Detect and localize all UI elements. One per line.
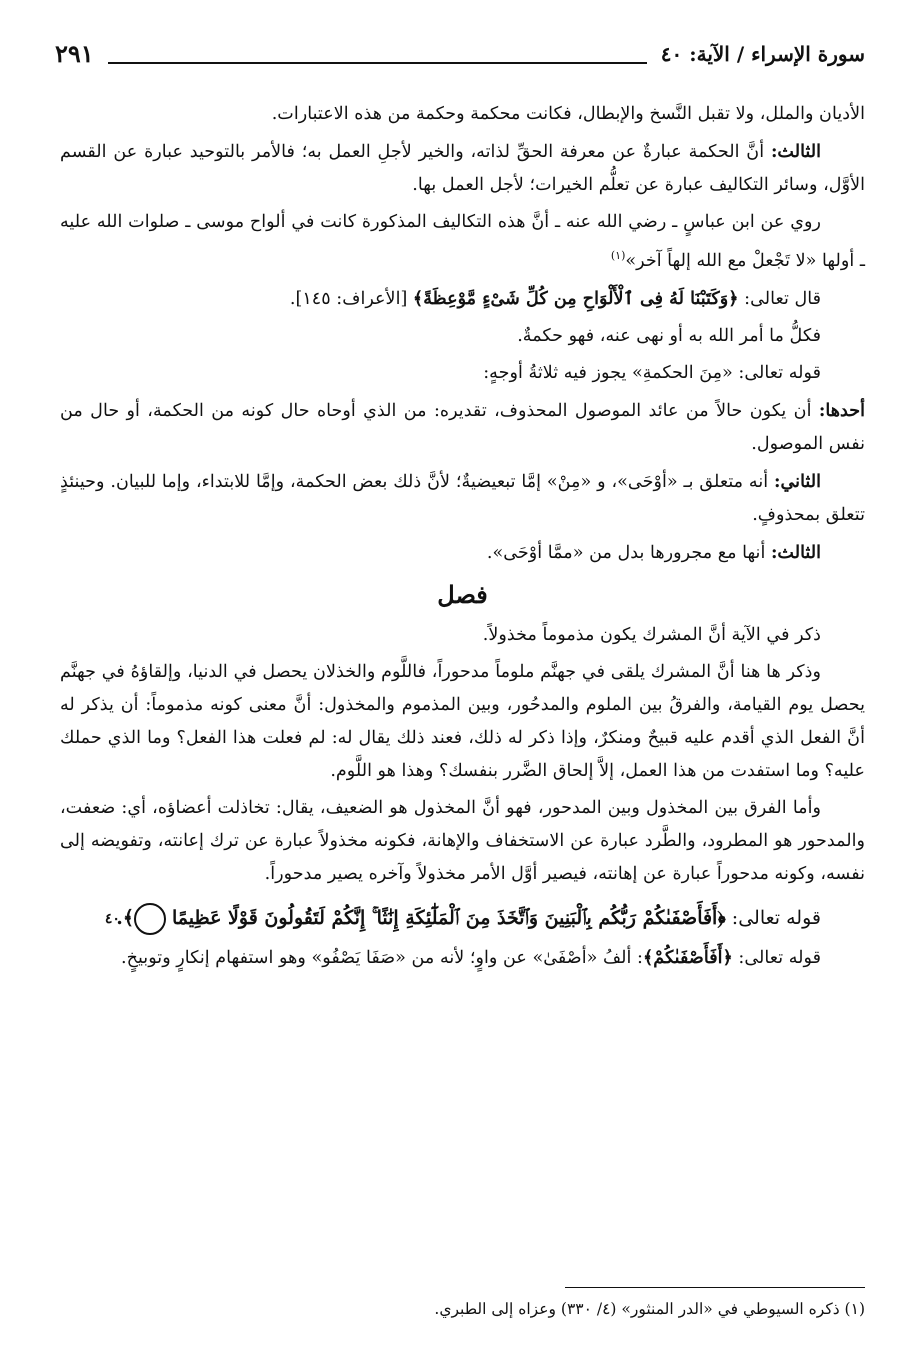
verse-paragraph [60,899,865,937]
paragraph-text: أنها مع مجرورها بدل من «ممَّا أوْحَى». [486,542,771,563]
quran-quote: ﴿أَفَأَصْفَىٰكُمْ﴾ [642,946,733,968]
page-header [55,28,865,74]
paragraph-text: روي عن ابن عباسٍ ـ رضي الله عنه ـ أنَّ هذه التكاليف المذكورة كانت في ألواح موسى ـ صلوات الله عليه ـ أولها «لا تَجْعلْ مع الله إلهاً آخر» [60,212,865,271]
section-term: الثالث: [770,141,821,162]
paragraph [60,941,865,975]
ayah-number-marker: ٤٠ [134,903,166,935]
paragraph-text: : ألفُ «أصْفَىٰ» عن واوٍ؛ لأنه من «صَفَا يَصْفُو» وهو استفهام إنكارٍ وتوبيخٍ. [121,947,643,968]
paragraph-text: فكلُّ ما أمر الله به أو نهى عنه، فهو حكمةٌ. [517,325,821,346]
paragraph [60,357,865,390]
paragraph [60,206,865,278]
section-heading: فصل [437,579,488,609]
section-term: الثاني: [774,470,821,492]
header-rule [108,62,647,64]
footnote-marker: (١) [610,249,626,262]
quran-quote: ﴿وَكَتَبْنَا لَهُ فِى ٱلْأَلْوَاحِ مِن كُلِّ شَىْءٍ مَّوْعِظَةً﴾ [412,287,739,309]
section-term: الثالث: [770,541,821,563]
paragraph [60,394,865,461]
paragraph [60,536,865,570]
paragraph-text: قال تعالى: [738,288,821,309]
paragraph [60,465,865,532]
paragraph [60,98,865,131]
footnote-separator [565,1287,865,1288]
paragraph-text: ذكر في الآية أنَّ المشرك يكون مذموماً مخذولاً. [482,624,821,645]
quran-verse: ﴿أَفَأَصْفَىٰكُمْ رَبُّكُم بِٱلْبَنِينَ وَٱتَّخَذَ مِنَ ٱلْمَلَٰٓئِكَةِ إِنَٰثًا ۚ إِنَّكُمْ لَتَقُولُونَ قَوْلًا عَظِيمًا [172,906,726,929]
paragraph-text: قوله تعالى: [725,906,821,929]
quran-reference: [الأعراف: ١٤٥]. [289,288,413,309]
paragraph-text: وذكر ها هنا أنَّ المشرك يلقى في جهنَّم ملوماً مدحوراً، فاللَّوم والخذلان يحصل في الدنيا، وإلقاؤهُ في جهنَّم يحصل يوم القيامة، والفرقُ بين الملوم والمدحُور، وبين المذموم والمخذول: أنَّ معنى كونه مذموماً: أن يذكر له أنَّ الفعل الذي أقدم عليه قبيحٌ ومنكرٌ، وإذا ذكر له ذلك، فعند ذلك يقال له: لم فعلت هذا الفعل؟ وما الذي حملك عليه؟ وما استفدت من هذا العمل، إلاَّ إلحاق الضَّرر بنفسك؟ وهذا هو اللَّوم. [60,661,865,781]
paragraph-text: الأديان والملل، ولا تقبل النَّسخ والإبطال، فكانت محكمة وحكمة من هذه الاعتبارات. [271,104,865,124]
page-number: ٢٩١ [55,39,94,68]
paragraph-text: قوله تعالى: [732,947,821,968]
paragraph-text: قوله تعالى: «مِنَ الحكمةِ» يجوز فيه ثلاثةُ أوجهٍ: [483,362,821,383]
quran-verse-end: ﴾. [116,906,134,929]
paragraph [60,135,865,202]
paragraph [60,320,865,353]
footnote: (١) ذكره السيوطي في «الدر المنثور» (٤/ ٣٣٠) وعزاه إلى الطبري. [434,1300,865,1318]
paragraph-text: أنَّ الحكمة عبارةٌ عن معرفة الحقِّ لذاته، والخير لأجلِ العمل به؛ فالأمر بالتوحيد عبارة عن القسم الأوَّل، وسائر التكاليف عبارة عن تعلُّم الخيرات؛ لأجل العمل بها. [60,142,865,195]
paragraph [60,792,865,891]
section-term: أحدها: [818,399,865,421]
running-header-title: سورة الإسراء / الآية: ٤٠ [660,42,865,66]
main-text [60,98,865,979]
paragraph [60,619,865,652]
paragraph [60,656,865,788]
paragraph-text: أن يكون حالاً من عائد الموصول المحذوف، تقديره: من الذي أوحاه حال كونه من الحكمة، أو حال من نفس الموصول. [60,400,865,454]
paragraph-text: وأما الفرق بين المخذول وبين المدحور، فهو أنَّ المخذول هو الضعيف، يقال: تخاذلت أعضاؤه، أي: ضعفت، والمدحور هو المطرود، والطَّرد عبارة عن الاستخفاف والإهانة، فكونه مخذولاً عبارة عن ترك إعانته، وتفويضه إلى نفسه، وكونه مدحوراً عبارة عن إهانته، فيصير أوَّل الأمر مخذولاً وآخره يصير مدحوراً. [60,797,865,884]
paragraph-text: أنه متعلق بـ «أوْحَى»، و «مِنْ» إمَّا تبعيضيةٌ؛ لأنَّ ذلك بعض الحكمة، وإمَّا للابتداء، وإما للبيان. وحينئذٍ تتعلق بمحذوفٍ. [60,471,865,525]
paragraph [60,282,865,316]
